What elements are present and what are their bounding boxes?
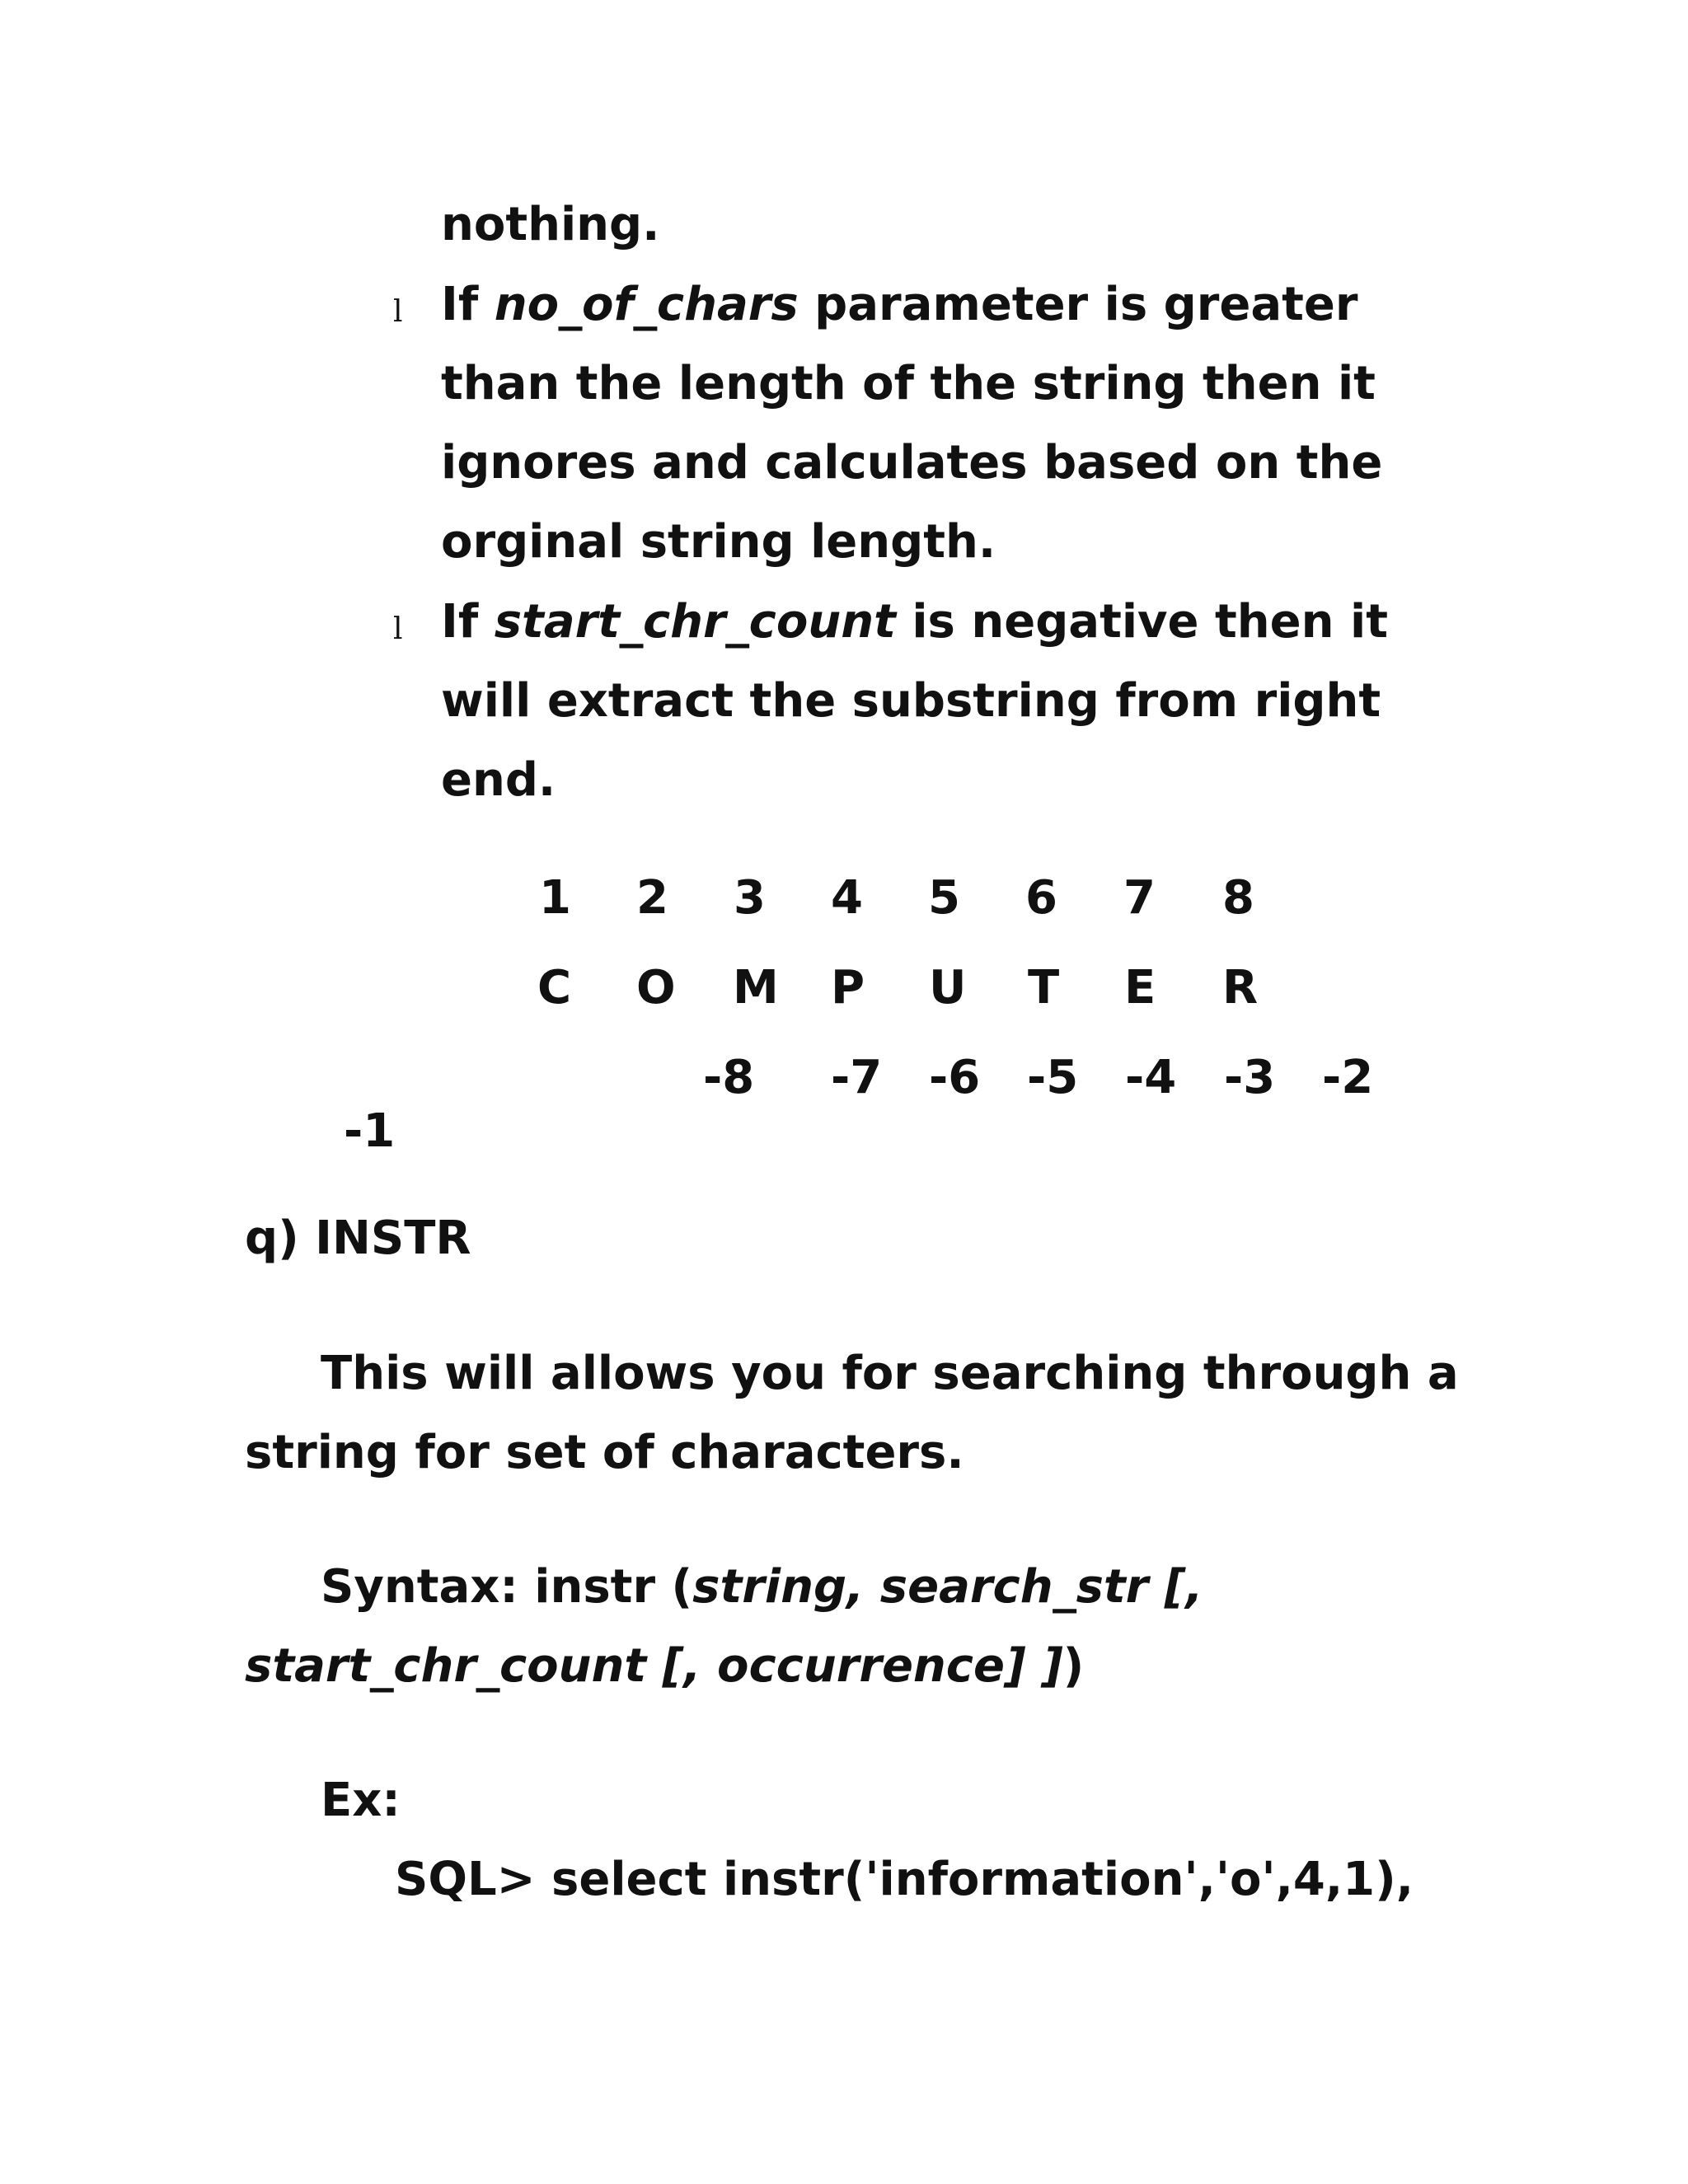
positive-index: 1 [539, 871, 571, 925]
bullet-2-line-3: end. [441, 753, 556, 807]
negative-index: -3 [1224, 1051, 1276, 1104]
letter: R [1222, 961, 1259, 1015]
bullet-2-line-1: If start_chr_count is negative then it [441, 595, 1388, 649]
positive-index: 8 [1222, 871, 1254, 925]
section-heading: q) INSTR [245, 1212, 471, 1265]
negative-index: -5 [1027, 1051, 1079, 1104]
positive-index: 2 [636, 871, 668, 925]
bullet-2-line-2: will extract the substring from right [441, 674, 1381, 728]
continued-text: nothing. [441, 198, 660, 251]
positive-index: 7 [1123, 871, 1156, 925]
negative-index: -4 [1125, 1051, 1177, 1104]
example-label: Ex: [321, 1774, 401, 1827]
negative-index: -8 [703, 1051, 755, 1104]
positive-index: 5 [928, 871, 960, 925]
description-line-2: string for set of characters. [245, 1426, 964, 1479]
syntax-line-1: Syntax: instr (string, search_str [, [321, 1560, 1203, 1614]
negative-index: -7 [831, 1051, 883, 1104]
letter: T [1028, 961, 1060, 1015]
bullet-marker: l [393, 295, 403, 329]
negative-index: -6 [929, 1051, 981, 1104]
letter: P [831, 961, 865, 1015]
bullet-1-line-4: orginal string length. [441, 515, 996, 569]
syntax-params: string, search_str [, [692, 1560, 1203, 1614]
letter: O [636, 961, 676, 1015]
negative-index: -2 [1322, 1051, 1374, 1104]
bullet-marker: l [393, 612, 403, 646]
letter: M [733, 961, 779, 1015]
bullet-1-line-3: ignores and calculates based on the [441, 436, 1383, 490]
description-line-1: This will allows you for searching through a [321, 1347, 1459, 1400]
sql-example: SQL> select instr('information','o',4,1), [395, 1853, 1414, 1906]
bullet-1-line-1: If no_of_chars parameter is greater [441, 278, 1358, 331]
letter: E [1124, 961, 1156, 1015]
syntax-line-2: start_chr_count [, occurrence] ]) [245, 1639, 1085, 1693]
syntax-params-cont: start_chr_count [, occurrence] ] [245, 1639, 1063, 1693]
param-start-chr-count: start_chr_count [494, 595, 896, 649]
bullet-1-line-2: than the length of the string then it [441, 357, 1376, 410]
letter: U [929, 961, 967, 1015]
positive-index: 6 [1025, 871, 1057, 925]
positive-index: 3 [734, 871, 766, 925]
letter: C [537, 961, 572, 1015]
param-no-of-chars: no_of_chars [494, 278, 799, 331]
negative-index-wrapped: -1 [344, 1104, 396, 1158]
positive-index: 4 [831, 871, 863, 925]
